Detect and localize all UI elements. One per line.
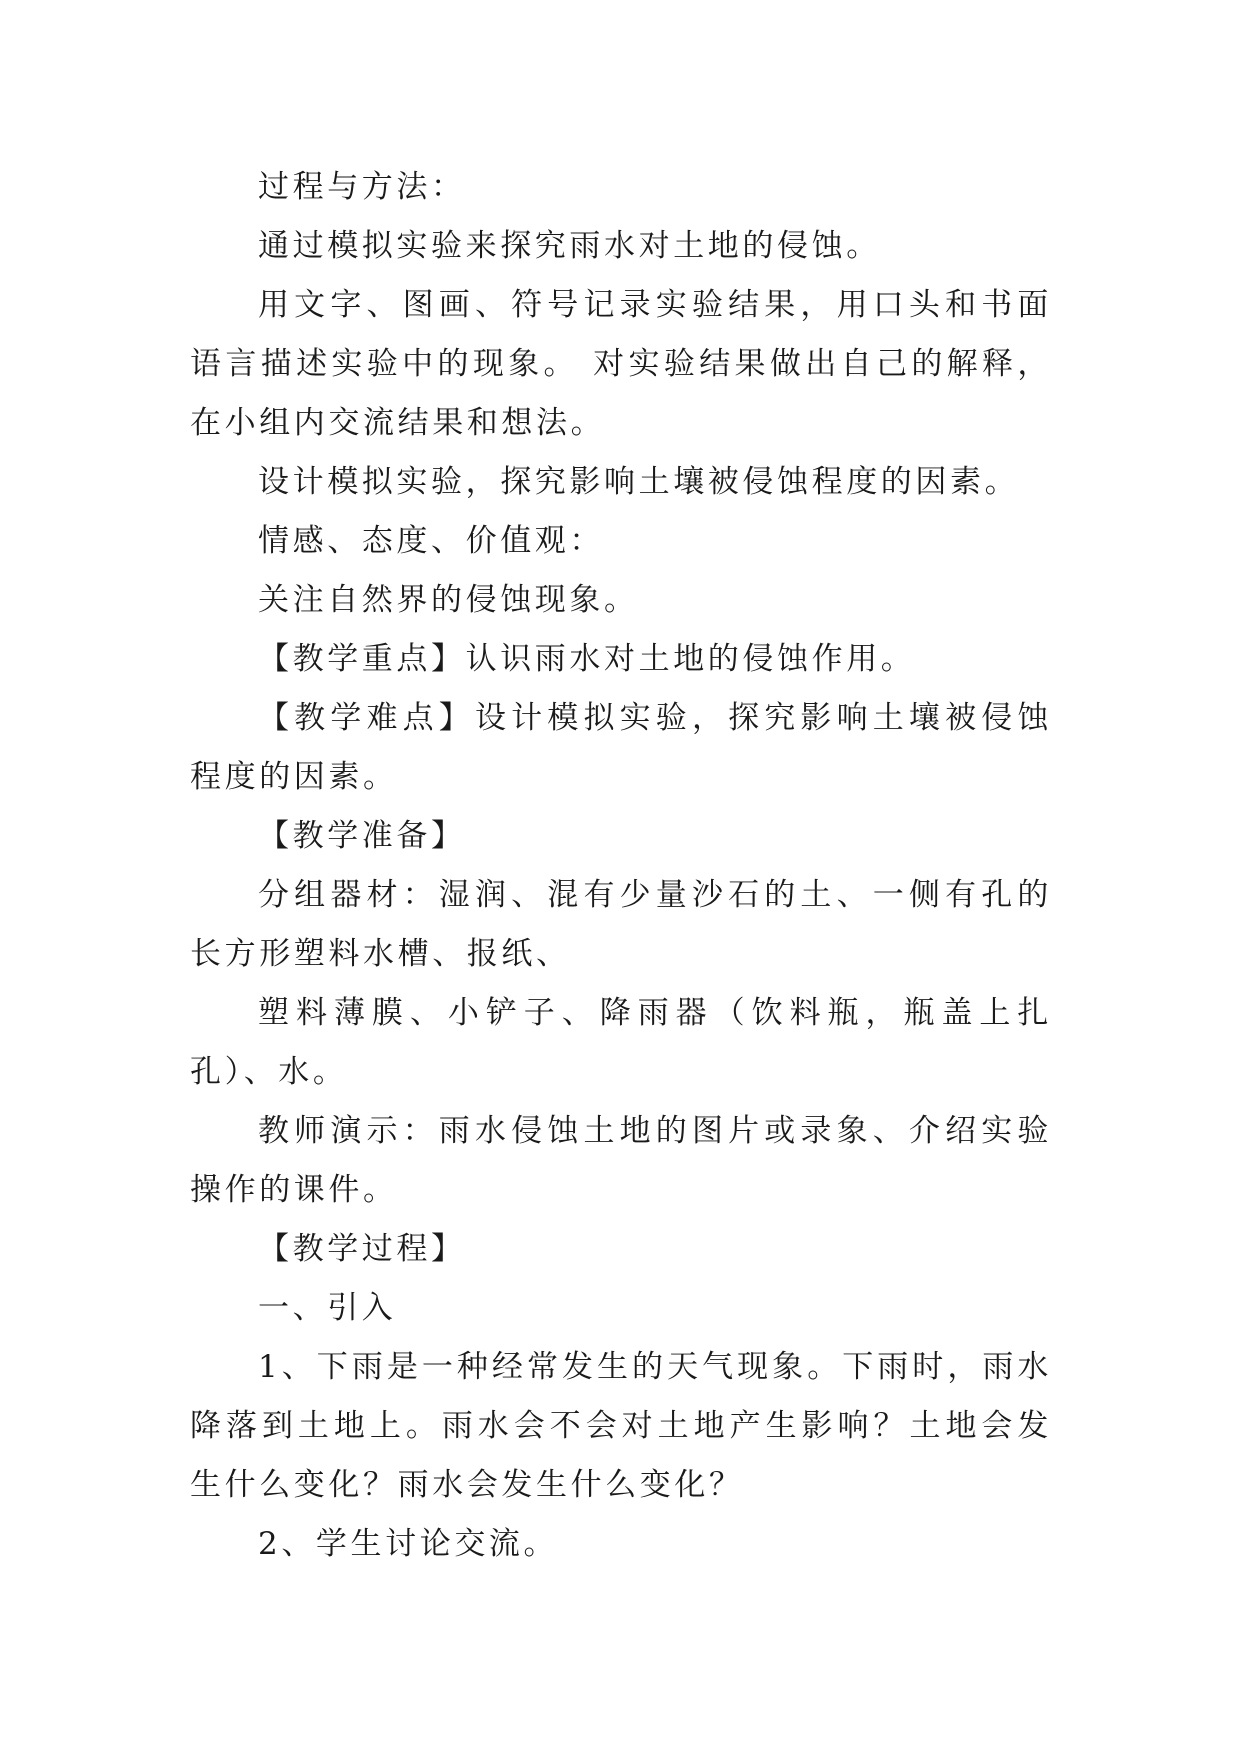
paragraph-focus-erosion: 关注自然界的侵蚀现象。: [258, 582, 639, 618]
paragraph-teaching-preparation-heading: 【教学准备】: [258, 818, 466, 854]
paragraph-teaching-difficulty: 【教学难点】设计模拟实验，探究影响土壤被侵蚀程度的因素。: [190, 700, 1052, 795]
paragraph-simulation-goal: 通过模拟实验来探究雨水对土地的侵蚀。: [258, 228, 881, 264]
paragraph-teaching-key-point: 【教学重点】认识雨水对土地的侵蚀作用。: [258, 641, 916, 677]
paragraph-record-results: 用文字、图画、符号记录实验结果，用口头和书面语言描述实验中的现象。 对实验结果做出自己的解释，在小组内交流结果和想法。: [190, 287, 1052, 441]
paragraph-step-2: 2、学生讨论交流。: [258, 1526, 559, 1562]
paragraph-section-introduction: 一、引入: [258, 1290, 397, 1326]
paragraph-group-materials: 分组器材：湿润、混有少量沙石的土、一侧有孔的长方形塑料水槽、报纸、: [190, 877, 1052, 972]
paragraph-teacher-demo: 教师演示：雨水侵蚀土地的图片或录象、介绍实验操作的课件。: [190, 1113, 1052, 1208]
paragraph-step-1: 1、下雨是一种经常发生的天气现象。下雨时，雨水降落到土地上。雨水会不会对土地产生影响？土地会发生什么变化？雨水会发生什么变化？: [190, 1349, 1052, 1503]
paragraph-materials-continued: 塑料薄膜、小铲子、降雨器（饮料瓶，瓶盖上扎孔）、水。: [190, 995, 1052, 1090]
paragraph-design-experiment: 设计模拟实验，探究影响土壤被侵蚀程度的因素。: [258, 464, 1020, 500]
paragraph-teaching-process-heading: 【教学过程】: [258, 1231, 466, 1267]
paragraph-process-method-heading: 过程与方法：: [258, 169, 466, 205]
document-body: [190, 158, 1052, 1574]
paragraph-attitude-heading: 情感、态度、价值观：: [258, 523, 604, 559]
